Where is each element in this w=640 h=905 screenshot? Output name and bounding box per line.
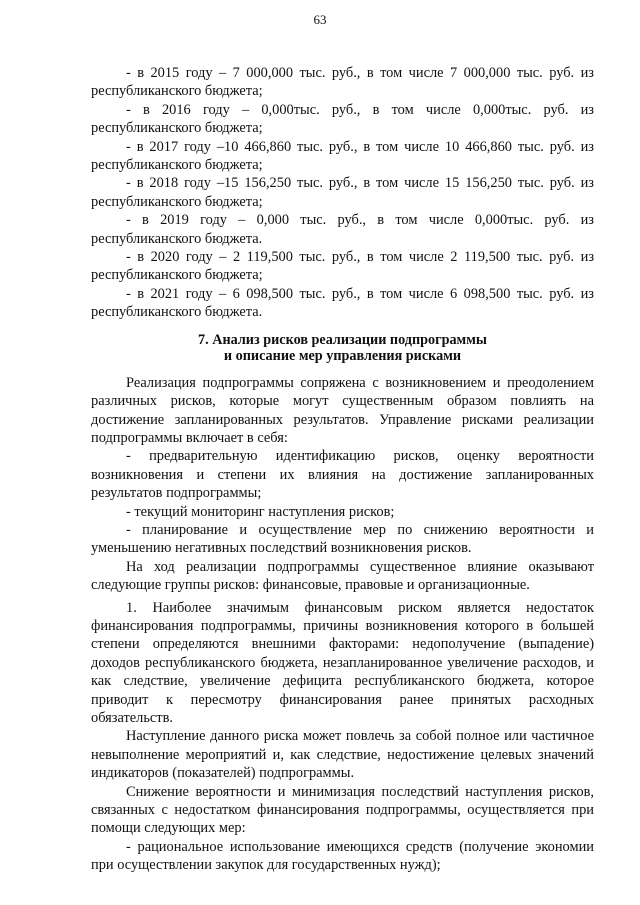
- section-heading: [91, 332, 594, 364]
- list-item-rational-use: - рациональное использование имеющихся средств (получение экономии при осуществлении закупок для государственных нужд);: [91, 838, 594, 874]
- budget-line-2017: - в 2017 году –10 466,860 тыс. руб., в том числе 10 466,860 тыс. руб. из республиканского бюджета;: [91, 138, 594, 174]
- paragraph-intro: Реализация подпрограммы сопряжена с возникновением и преодолением различных рисков, которые могут существенным образом повлиять на достижение запланированных результатов. Управление рисками реализации подпрограммы включает в себя:: [91, 374, 594, 446]
- section-title-line-1: 7. Анализ рисков реализации подпрограммы: [198, 331, 487, 348]
- budget-line-2015: - в 2015 году – 7 000,000 тыс. руб., в том числе 7 000,000 тыс. руб. из республиканского бюджета;: [91, 65, 594, 100]
- budget-line-2016: - в 2016 году – 0,000тыс. руб., в том числе 0,000тыс. руб. из республиканского бюджета;: [91, 101, 594, 137]
- list-item-identification: - предварительную идентификацию рисков, оценку вероятности возникновения и степени их влияния на достижение запланированных результатов подпрограммы;: [91, 448, 594, 502]
- section-title-line-2: и описание мер управления рисками: [223, 347, 462, 364]
- budget-line-2019: - в 2019 году – 0,000 тыс. руб., в том числе 0,000тыс. руб. из республиканского бюджета.: [91, 212, 594, 247]
- paragraph-risk-consequences: Наступление данного риска может повлечь за собой полное или частичное невыполнение мероприятий и, как следствие, недостижение целевых значений индикаторов (показателей) подпрограммы.: [91, 728, 594, 782]
- list-item-monitoring: - текущий мониторинг наступления рисков;: [126, 503, 395, 520]
- paragraph-risk-groups: На ход реализации подпрограммы существенное влияние оказывают следующие группы рисков: финансовые, правовые и организационные.: [91, 558, 594, 594]
- page-number: 63: [313, 12, 327, 27]
- list-item-planning: - планирование и осуществление мер по снижению вероятности и уменьшению негативных последствий возникновения рисков.: [91, 521, 594, 557]
- budget-line-2021: - в 2021 году – 6 098,500 тыс. руб., в том числе 6 098,500 тыс. руб. из республиканского бюджета.: [91, 285, 594, 321]
- paragraph-mitigation: Снижение вероятности и минимизация последствий наступления рисков, связанных с недостатком финансирования подпрограммы, осуществляется при помощи следующих мер:: [91, 783, 594, 837]
- budget-line-2020: - в 2020 году – 2 119,500 тыс. руб., в том числе 2 119,500 тыс. руб. из республиканского бюджета;: [91, 249, 594, 284]
- budget-line-2018: - в 2018 году –15 156,250 тыс. руб., в том числе 15 156,250 тыс. руб. из республиканского бюджета;: [91, 175, 594, 210]
- paragraph-financial-risk: 1. Наиболее значимым финансовым риском является недостаток финансирования подпрограммы, причины возникновения которого в большей степени определяются внешними факторами: недополучение (выпадение) доходов республиканского бюджета, незапланированное увеличение расходов, и как следствие, увеличение дефицита республиканского бюджета, которое приводит к пересмотру финансирования ранее принятых расходных обязательств.: [91, 599, 594, 726]
- document-body: [91, 64, 594, 875]
